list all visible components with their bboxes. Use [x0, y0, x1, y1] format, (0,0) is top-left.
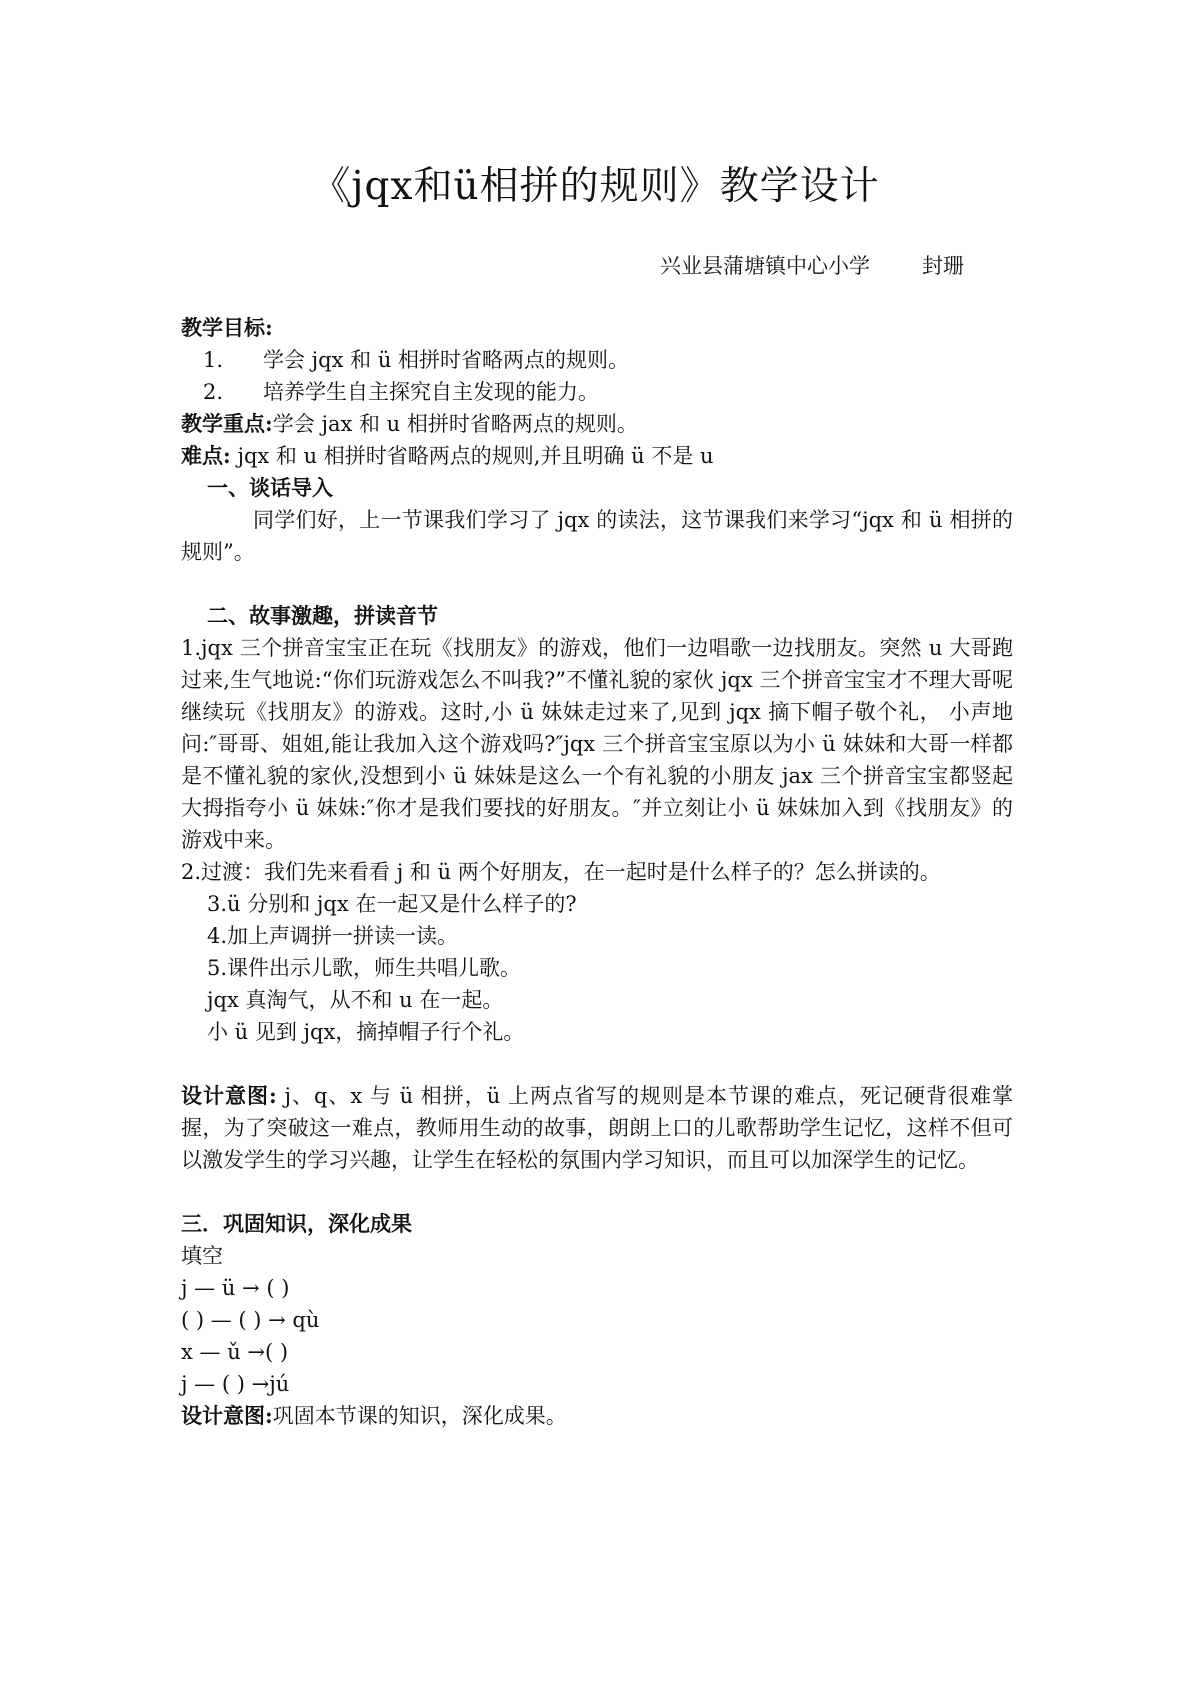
step-item: 4.加上声调拼一拼读一读。 — [207, 924, 459, 948]
objective-number: 2. — [203, 380, 224, 404]
difficulty-text: jqx 和 u 相拼时省略两点的规则,并且明确 ü 不是 u — [230, 444, 714, 468]
rhyme-line: jqx 真淘气，从不和 u 在一起。 — [207, 988, 504, 1012]
spacer — [181, 568, 1013, 600]
key-point — [181, 408, 1013, 440]
objective-number: 1. — [203, 348, 224, 372]
objective-text: 学会 jqx 和 ü 相拼时省略两点的规则。 — [263, 348, 630, 372]
objective-item — [181, 344, 1013, 376]
document-title: 《jqx和ü相拼的规则》教学设计 — [311, 164, 880, 209]
step-item: 5.课件出示儿歌，师生共唱儿歌。 — [207, 956, 522, 980]
difficulty — [181, 440, 1013, 472]
step-item: 3.ü 分别和 jqx 在一起又是什么样子的? — [207, 892, 577, 916]
key-point-text: 学会 jax 和 u 相拼时省略两点的规则。 — [272, 412, 638, 436]
document-body — [181, 312, 1013, 1432]
section1-paragraph: 同学们好，上一节课我们学习了 jqx 的读法，这节课我们来学习“jqx 和 ü 相拼的规则”。 — [181, 508, 1013, 564]
exercise-line: x — ǔ →( ) — [181, 1340, 289, 1364]
exercise-line: j — ü → ( ) — [181, 1276, 290, 1300]
section3-heading: 三．巩固知识，深化成果 — [181, 1211, 412, 1236]
design-intent-label: 设计意图: — [181, 1083, 277, 1108]
design-intent-text: j、q、x 与 ü 相拼，ü 上两点省写的规则是本节课的难点，死记硬背很难掌握，为了突破这一难点，教师用生动的故事，朗朗上口的儿歌帮助学生记忆，这样不但可以激发学生的学习兴趣，让学生在轻松的氛围内学习知识，而且可以加深学生的记忆。 — [181, 1084, 1013, 1172]
exercise-line: ( ) — ( ) → qù — [181, 1308, 320, 1332]
section2-heading: 二、故事激趣，拼读音节 — [207, 603, 438, 628]
transition-paragraph: 2.过渡：我们先来看看 j 和 ü 两个好朋友，在一起时是什么样子的？怎么拼读的。 — [181, 860, 941, 884]
author-name: 封珊 — [922, 254, 964, 278]
section1-heading: 一、谈话导入 — [207, 475, 333, 500]
design-intent-text: 巩固本节课的知识，深化成果。 — [272, 1404, 567, 1428]
design-intent-label: 设计意图: — [181, 1403, 273, 1428]
story-paragraph: 1.jqx 三个拼音宝宝正在玩《找朋友》的游戏，他们一边唱歌一边找朋友。突然 u 大哥跑过来,生气地说:“你们玩游戏怎么不叫我?”不懂礼貌的家伙 jqx 三个拼音宝宝才不理大哥呢继续玩《找朋友》的游戏。这时,小 ü 妹妹走过来了,见到 jqx 摘下帽子敬个礼， 小声地问:″哥哥、姐姐,能让我加入这个游戏吗?″jqx 三个拼音宝宝原以为小 ü 妹妹和大哥一样都是不懂礼貌的家伙,没想到小 ü 妹妹是这么一个有礼貌的小朋友 jax 三个拼音宝宝都竖起大拇指夸小 ü 妹妹:″你才是我们要找的好朋友。″并立刻让小 ü 妹妹加入到《找朋友》的游戏中来。 — [181, 636, 1013, 852]
difficulty-label: 难点: — [181, 443, 231, 468]
exercise-line: j — ( ) →jú — [181, 1372, 290, 1396]
key-point-label: 教学重点: — [181, 411, 273, 436]
author-line — [660, 252, 964, 280]
design-intent-2 — [181, 1400, 1013, 1432]
exercise-title: 填空 — [181, 1244, 223, 1268]
objective-text: 培养学生自主探究自主发现的能力。 — [263, 380, 599, 404]
objectives-heading: 教学目标: — [181, 315, 273, 340]
design-intent-1 — [181, 1080, 1013, 1176]
rhyme-line: 小 ü 见到 jqx，摘掉帽子行个礼。 — [207, 1020, 525, 1044]
author-school: 兴业县蒲塘镇中心小学 — [660, 254, 870, 278]
spacer — [181, 1176, 1013, 1208]
spacer — [181, 1048, 1013, 1080]
objective-item — [181, 376, 1013, 408]
